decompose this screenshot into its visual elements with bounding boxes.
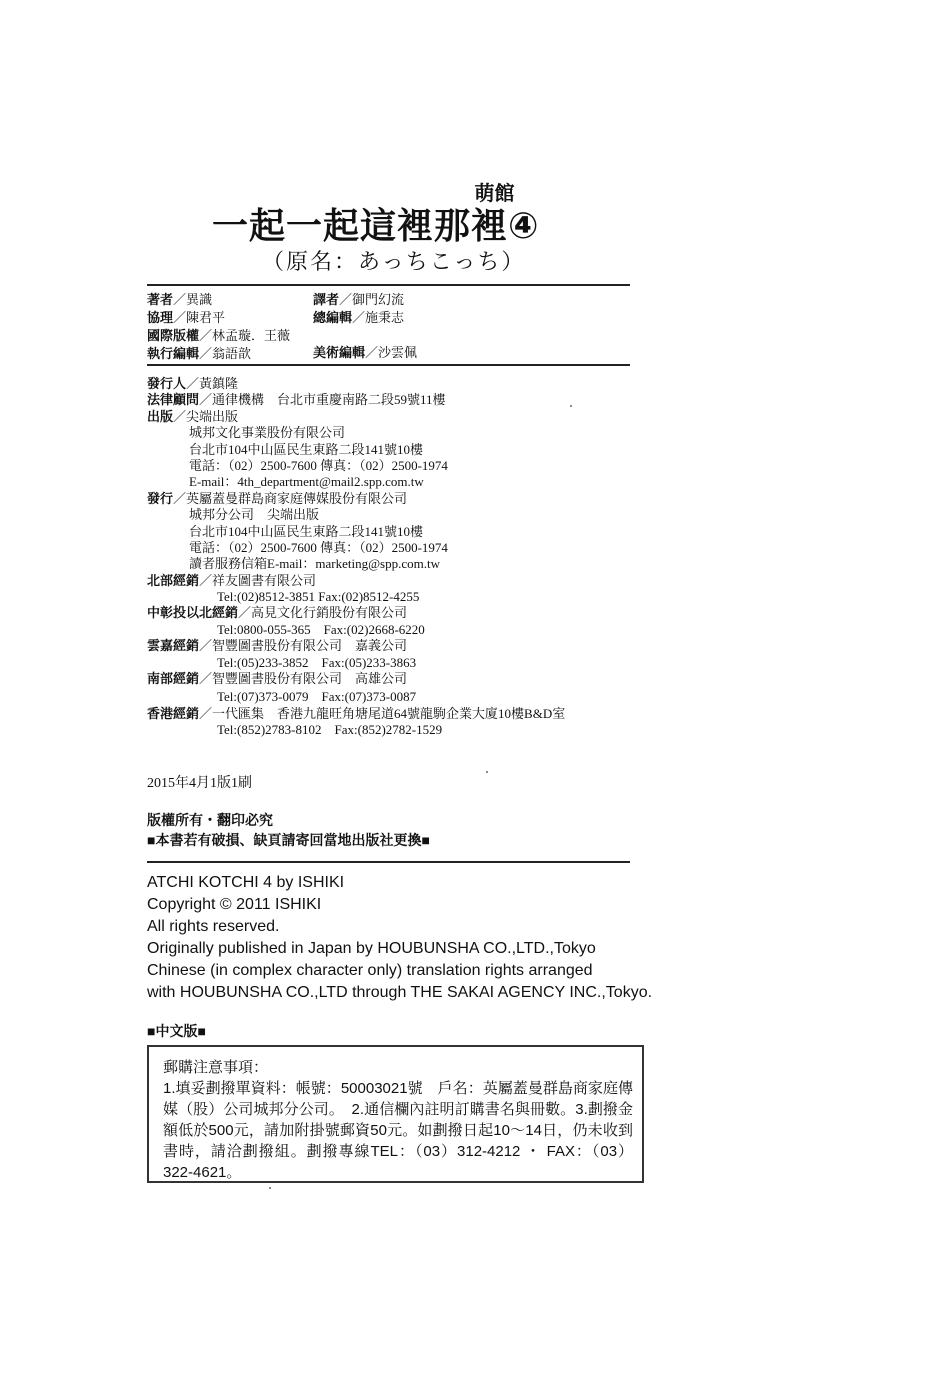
dealer-row: 中彰投以北經銷／高見文化行銷股份有限公司 <box>147 605 408 622</box>
publishing-info <box>147 376 565 739</box>
rights-notice <box>147 810 430 850</box>
issuer-row: 發行人／黃鎮隆 <box>147 376 239 392</box>
english-line: Copyright © 2011 ISHIKI <box>147 896 322 913</box>
credit-row: 國際版權／林孟璇．王薇 <box>147 328 291 344</box>
credit-row: 執行編輯／翁語歆 <box>147 346 252 362</box>
original-title: （原名：あっちこっち） <box>262 249 526 274</box>
credit-row: 美術編輯／沙雲佩 <box>313 345 418 361</box>
publisher-line: 台北市104中山區民生東路二段141號10樓 <box>189 441 424 457</box>
credit-row: 著者／異識 <box>147 292 213 308</box>
dealer-contact: Tel:0800-055-365 Fax:(02)2668-6220 <box>217 621 425 637</box>
distribution-email: 讀者服務信箱E-mail：marketing@spp.com.tw <box>189 556 440 572</box>
dealer-row: 雲嘉經銷／智豐圖書股份有限公司 嘉義公司 <box>147 638 408 655</box>
publisher-label: 萌館 <box>474 183 515 205</box>
mail-order-notice <box>163 1057 633 1183</box>
publisher-row: 出版／尖端出版 <box>147 408 239 425</box>
distribution-line: 電話：（02）2500-7600 傳真：（02）2500-1974 <box>189 539 448 555</box>
scan-speck <box>486 771 488 773</box>
english-line: All rights reserved. <box>147 918 280 935</box>
credit-row: 總編輯／施秉志 <box>313 310 405 326</box>
credits-right <box>313 291 417 362</box>
publisher-line: 城邦文化事業股份有限公司 <box>189 425 346 441</box>
credit-row: 譯者／御門幻流 <box>313 292 405 308</box>
english-line: with HOUBUNSHA CO.,LTD through THE SAKAI AGENCY INC.,Tokyo. <box>147 984 653 1001</box>
divider-rights <box>147 861 630 863</box>
english-copyright <box>147 872 652 1004</box>
notice-heading: 郵購注意事項： <box>163 1059 269 1076</box>
distribution-line: 台北市104中山區民生東路二段141號10樓 <box>189 523 424 539</box>
credits-left <box>147 291 290 363</box>
divider-top <box>147 284 630 286</box>
dealer-row: 北部經銷／祥友圖書有限公司 <box>147 572 317 589</box>
rights-line-2: ■本書若有破損、缺頁請寄回當地出版社更換■ <box>147 832 430 848</box>
english-line: Originally published in Japan by HOUBUNSHA CO.,LTD.,Tokyo <box>147 940 596 957</box>
credit-row: 協理／陳君平 <box>147 310 226 326</box>
credit-row-empty <box>313 327 417 344</box>
chinese-edition-label: ■中文版■ <box>147 1023 206 1039</box>
notice-body: 1.填妥劃撥單資料：帳號：50003021號 戶名：英屬蓋曼群島商家庭傳媒（股）公司城邦分公司。 2.通信欄內註明訂購書名與冊數。3.劃撥金額低於500元，請加附掛號郵資50元。如劃撥日起10～14日，仍未收到書時，請洽劃撥組。劃撥專線TEL：（03）312-4212 ・ FAX：（03）322-4621。 <box>163 1080 633 1181</box>
edition-date: 2015年4月1版1刷 <box>147 776 252 791</box>
dealer-contact: Tel:(852)2783-8102 Fax:(852)2782-1529 <box>217 722 443 738</box>
publisher-line: 電話：（02）2500-7600 傳真：（02）2500-1974 <box>189 457 448 473</box>
distribution-row: 發行／英屬蓋曼群島商家庭傳媒股份有限公司 <box>147 490 408 507</box>
english-line: Chinese (in complex character only) translation rights arranged <box>147 962 593 979</box>
rights-line-1: 版權所有・翻印必究 <box>147 812 273 828</box>
publisher-email: E-mail：4th_department@mail2.spp.com.tw <box>189 474 424 490</box>
dealer-row: 南部經銷／智豐圖書股份有限公司 高雄公司 <box>147 671 408 688</box>
legal-row: 法律顧問／通律機構 台北市重慶南路二段59號11樓 <box>147 392 446 409</box>
scan-speck <box>570 405 572 407</box>
divider-credits <box>147 364 630 366</box>
english-line: ATCHI KOTCHI 4 by ISHIKI <box>147 874 345 891</box>
dealer-contact: Tel:(02)8512-3851 Fax:(02)8512-4255 <box>217 589 420 605</box>
dealer-row: 香港經銷／一代匯集 香港九龍旺角塘尾道64號龍駒企業大廈10樓B&D室 <box>147 705 566 722</box>
mail-order-notice-box <box>147 1045 644 1183</box>
scan-speck <box>269 1187 271 1189</box>
dealer-contact: Tel:(05)233-3852 Fax:(05)233-3863 <box>217 654 417 670</box>
distribution-line: 城邦分公司 尖端出版 <box>189 507 320 523</box>
book-title: 一起一起這裡那裡④ <box>212 205 540 246</box>
dealer-contact: Tel:(07)373-0079 Fax:(07)373-0087 <box>217 689 417 705</box>
